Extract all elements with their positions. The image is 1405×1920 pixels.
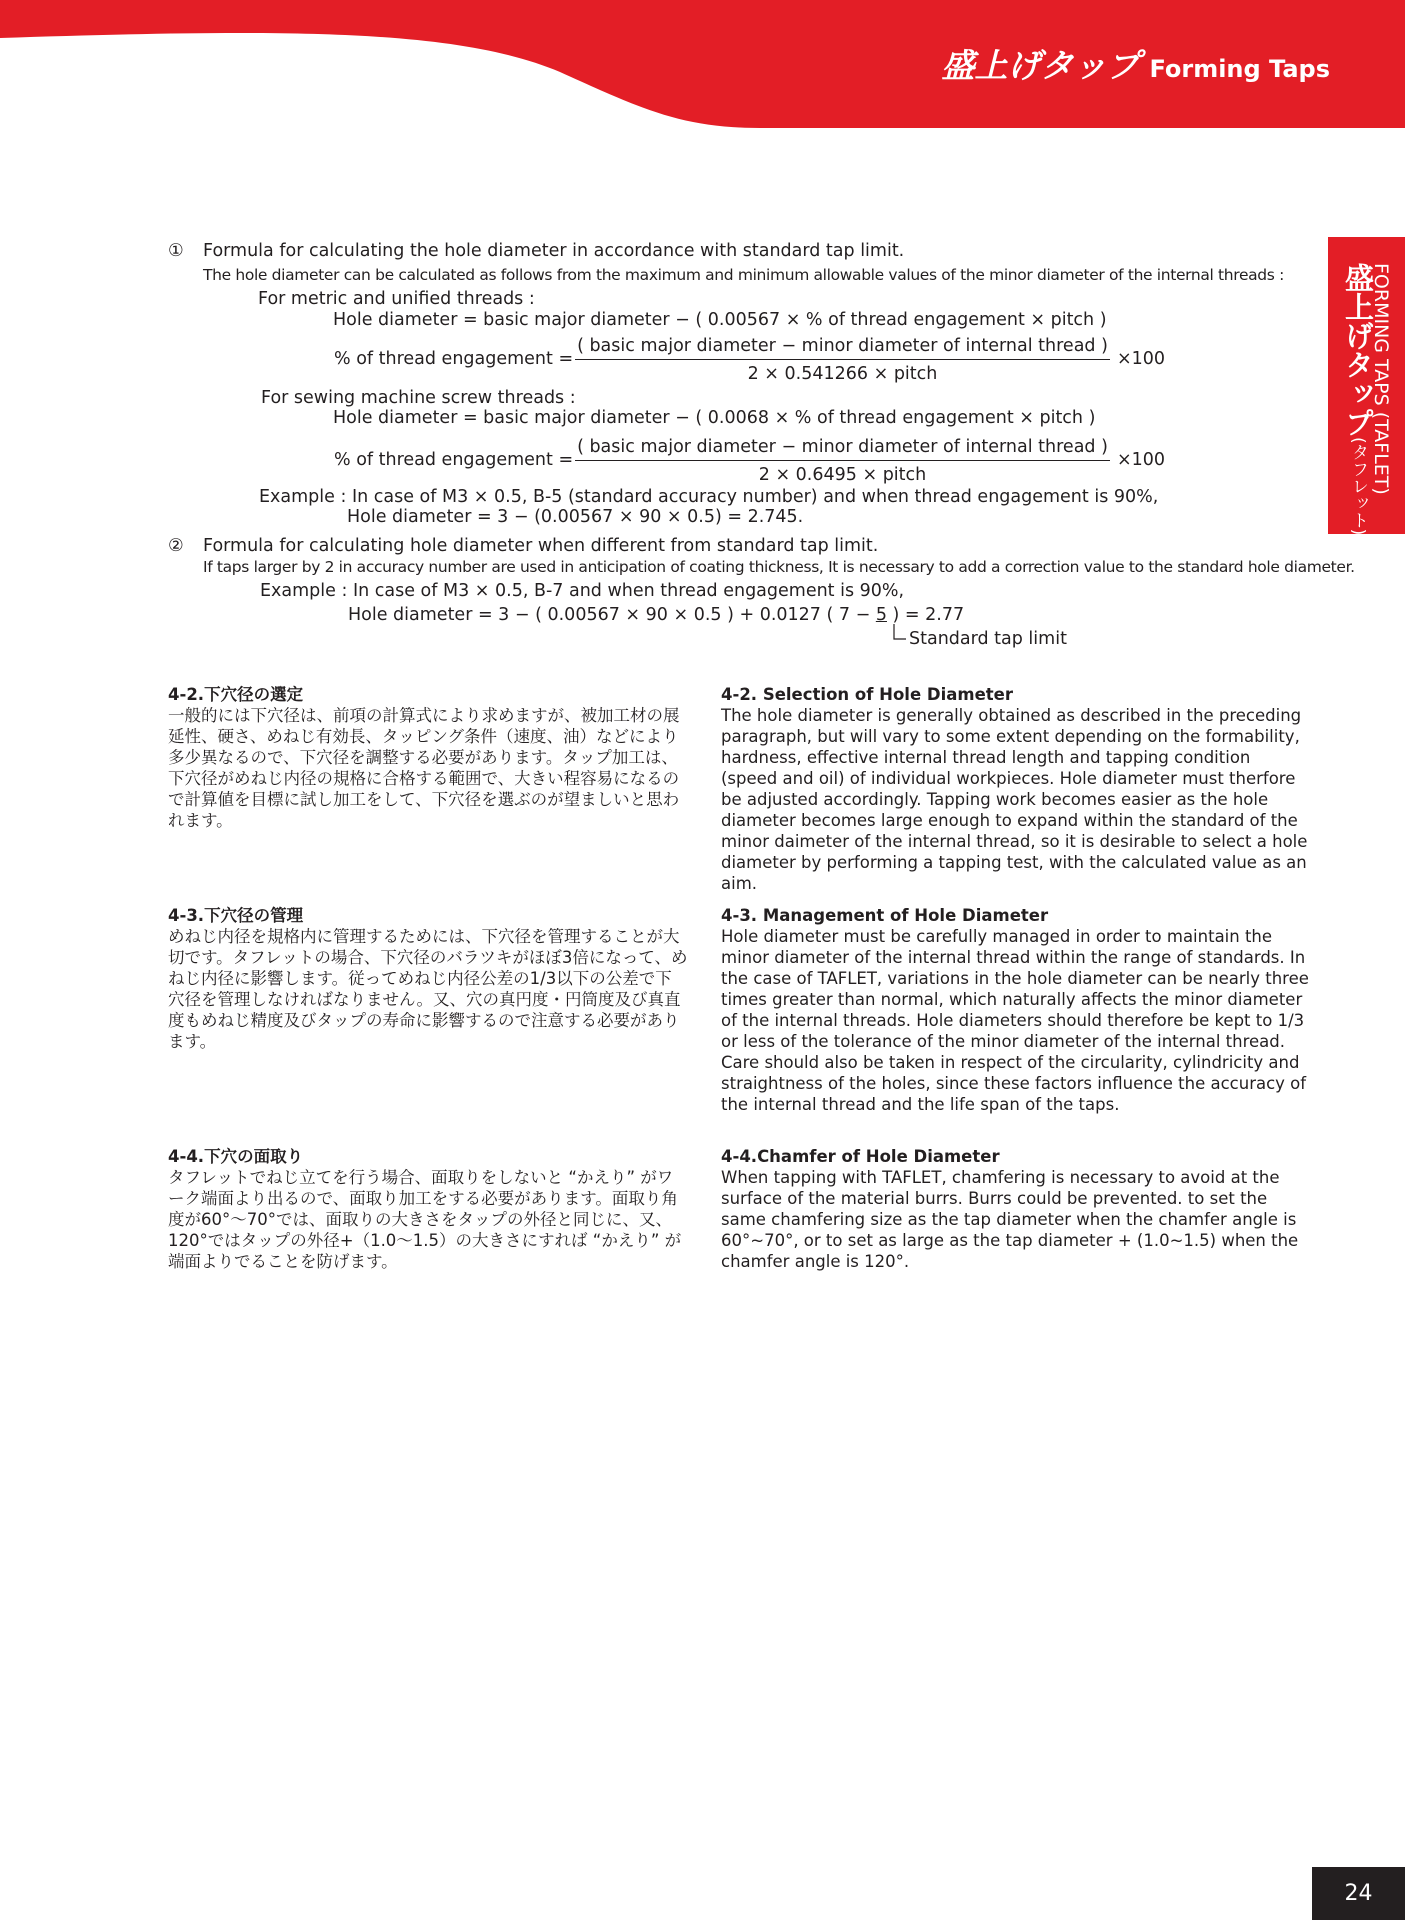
section-4-3-jp-body: めねじ内径を規格内に管理するためには、下穴径を管理することが大切です。タフレットの場合、下穴径のバラツキがほぼ3倍になって、めねじ内径に影響します。従ってめねじ内径公差の1/3以下の公差で下穴径を管理しなければなりません。又、穴の真円度・円筒度及び真直度もめねじ精度及びタップの寿命に影響するので注意する必要があります。	[168, 927, 688, 1051]
item2-title: Formula for calculating hole diameter when different from standard tap limit.	[203, 536, 879, 556]
standard-tap-limit-note: Standard tap limit	[909, 629, 1067, 649]
section-4-4-jp-body: タフレットでねじ立てを行う場合、面取りをしないと “かえり” がワーク端面より出るので、面取り加工をする必要があります。面取り角度が60°～70°では、面取りの大きさをタップの外径と同じに、又、120°ではタップの外径+（1.0～1.5）の大きさにすれば “かえり” が端面よりでることを防げます。	[168, 1168, 682, 1271]
metric-numerator: ( basic major diameter − minor diameter of internal thread )	[577, 336, 1108, 356]
section-4-4-en	[721, 1146, 1311, 1272]
section-4-4-en-heading: 4-4.Chamfer of Hole Diameter	[721, 1147, 1000, 1166]
item2-marker: ②	[168, 536, 184, 556]
sewing-heading: For sewing machine screw threads :	[261, 388, 576, 408]
section-4-3-en-body: Hole diameter must be carefully managed in order to maintain the minor diameter of the internal thread within the range of standards. In the case of TAFLET, variations in the hole diameter can be nearly three times greater than normal, which naturally affects the minor diameter of the internal threads. Hole diameters should therefore be kept to 1/3 or less of the tolerance of the minor diameter of the internal thread. Care should also be taken in respect of the circularity, cylindricity and straightness of the holes, since these factors influence the accuracy of the internal thread and the life span of the taps.	[721, 927, 1309, 1114]
side-section-tab	[1328, 237, 1405, 534]
metric-multiplier: ×100	[1117, 349, 1166, 369]
item1-title: Formula for calculating the hole diameter in accordance with standard tap limit.	[203, 241, 905, 261]
side-tab-jp-main: 盛上げタップ	[1341, 263, 1375, 437]
sewing-numerator: ( basic major diameter − minor diameter of internal thread )	[577, 437, 1108, 457]
section-4-3-jp	[168, 905, 688, 1052]
sewing-multiplier: ×100	[1117, 450, 1166, 470]
sewing-pct-label: % of thread engagement =	[334, 450, 574, 470]
sewing-hole-formula: Hole diameter = basic major diameter − ( 0.0068 × % of thread engagement × pitch )	[333, 408, 1096, 428]
metric-hole-formula: Hole diameter = basic major diameter − ( 0.00567 × % of thread engagement × pitch )	[333, 310, 1107, 330]
section-4-2-jp-body: 一般的には下穴径は、前項の計算式により求めますが、被加工材の展延性、硬さ、めねじ有効長、タッピング条件（速度、油）などにより多少異なるので、下穴径を調整する必要があります。タップ加工は、下穴径がめねじ内径の規格に合格する範囲で、大きい程容易になるので計算値を目標に試し加工をして、下穴径を選ぶのが望ましいと思われます。	[168, 706, 680, 830]
item2-example-line1: Example : In case of M3 × 0.5, B-7 and when thread engagement is 90%,	[260, 581, 905, 601]
callout-bracket	[888, 624, 908, 644]
item1-description: The hole diameter can be calculated as follows from the maximum and minimum allowable values of the minor diameter of the internal threads :	[203, 266, 1284, 284]
title-jp: 盛上げタップ	[941, 46, 1140, 85]
section-4-4-jp	[168, 1146, 688, 1272]
item2-example-line2	[348, 604, 964, 626]
section-4-2-jp-heading: 4-2.下穴径の選定	[168, 685, 304, 704]
section-4-3-en-heading: 4-3. Management of Hole Diameter	[721, 906, 1049, 925]
side-tab-jp-sub: (タフレット)	[1348, 437, 1368, 536]
section-4-2-en	[721, 684, 1311, 894]
title-en: Forming Taps	[1149, 55, 1330, 83]
metric-denominator: 2 × 0.541266 × pitch	[747, 364, 938, 384]
section-4-2-en-heading: 4-2. Selection of Hole Diameter	[721, 685, 1013, 704]
item2-example-pre: Hole diameter = 3 − ( 0.00567 × 90 × 0.5 ) + 0.0127 ( 7 −	[348, 605, 876, 625]
item1-example-line2: Hole diameter = 3 − (0.00567 × 90 × 0.5) = 2.745.	[347, 507, 804, 527]
item2-example-post: ) = 2.77	[886, 605, 965, 625]
item2-description: If taps larger by 2 in accuracy number are used in anticipation of coating thickness, It is necessary to add a correction value to the standard hole diameter.	[203, 558, 1355, 576]
metric-fraction-line	[575, 359, 1110, 360]
metric-heading: For metric and unified threads :	[258, 289, 535, 309]
section-4-4-jp-heading: 4-4.下穴の面取り	[168, 1147, 304, 1166]
side-tab-english: FORMING TAPS (TAFLET)	[1370, 263, 1392, 495]
page-number: 24	[1312, 1867, 1405, 1920]
section-4-3-jp-heading: 4-3.下穴径の管理	[168, 906, 304, 925]
section-4-3-en	[721, 905, 1311, 1115]
sewing-fraction-line	[575, 460, 1110, 461]
item1-marker: ①	[168, 241, 184, 261]
metric-pct-label: % of thread engagement =	[334, 349, 574, 369]
page-title	[941, 40, 1330, 87]
side-tab-japanese	[1338, 263, 1379, 535]
item1-example-line1: Example : In case of M3 × 0.5, B-5 (standard accuracy number) and when thread engagement is 90%,	[259, 487, 1159, 507]
section-4-2-jp	[168, 684, 688, 831]
section-4-4-en-body: When tapping with TAFLET, chamfering is necessary to avoid at the surface of the material burrs. Burrs could be prevented. to set the same chamfering size as the tap diameter when the chamfer angle is 60°~70°, or to set as large as the tap diameter + (1.0~1.5) when the chamfer angle is 120°.	[721, 1168, 1299, 1271]
section-4-2-en-body: The hole diameter is generally obtained as described in the preceding paragraph, but will vary to some extent depending on the formability, hardness, effective internal thread length and tapping condition (speed and oil) of individual workpieces. Hole diameter must therfore be adjusted accordingly. Tapping work becomes easier as the hole diameter becomes large enough to expand within the standard of the minor daimeter of the internal thread, so it is desirable to select a hole diameter by performing a tapping test, with the calculated value as an aim.	[721, 706, 1308, 893]
sewing-denominator: 2 × 0.6495 × pitch	[758, 465, 927, 485]
item2-example-mark: 5	[875, 605, 887, 625]
